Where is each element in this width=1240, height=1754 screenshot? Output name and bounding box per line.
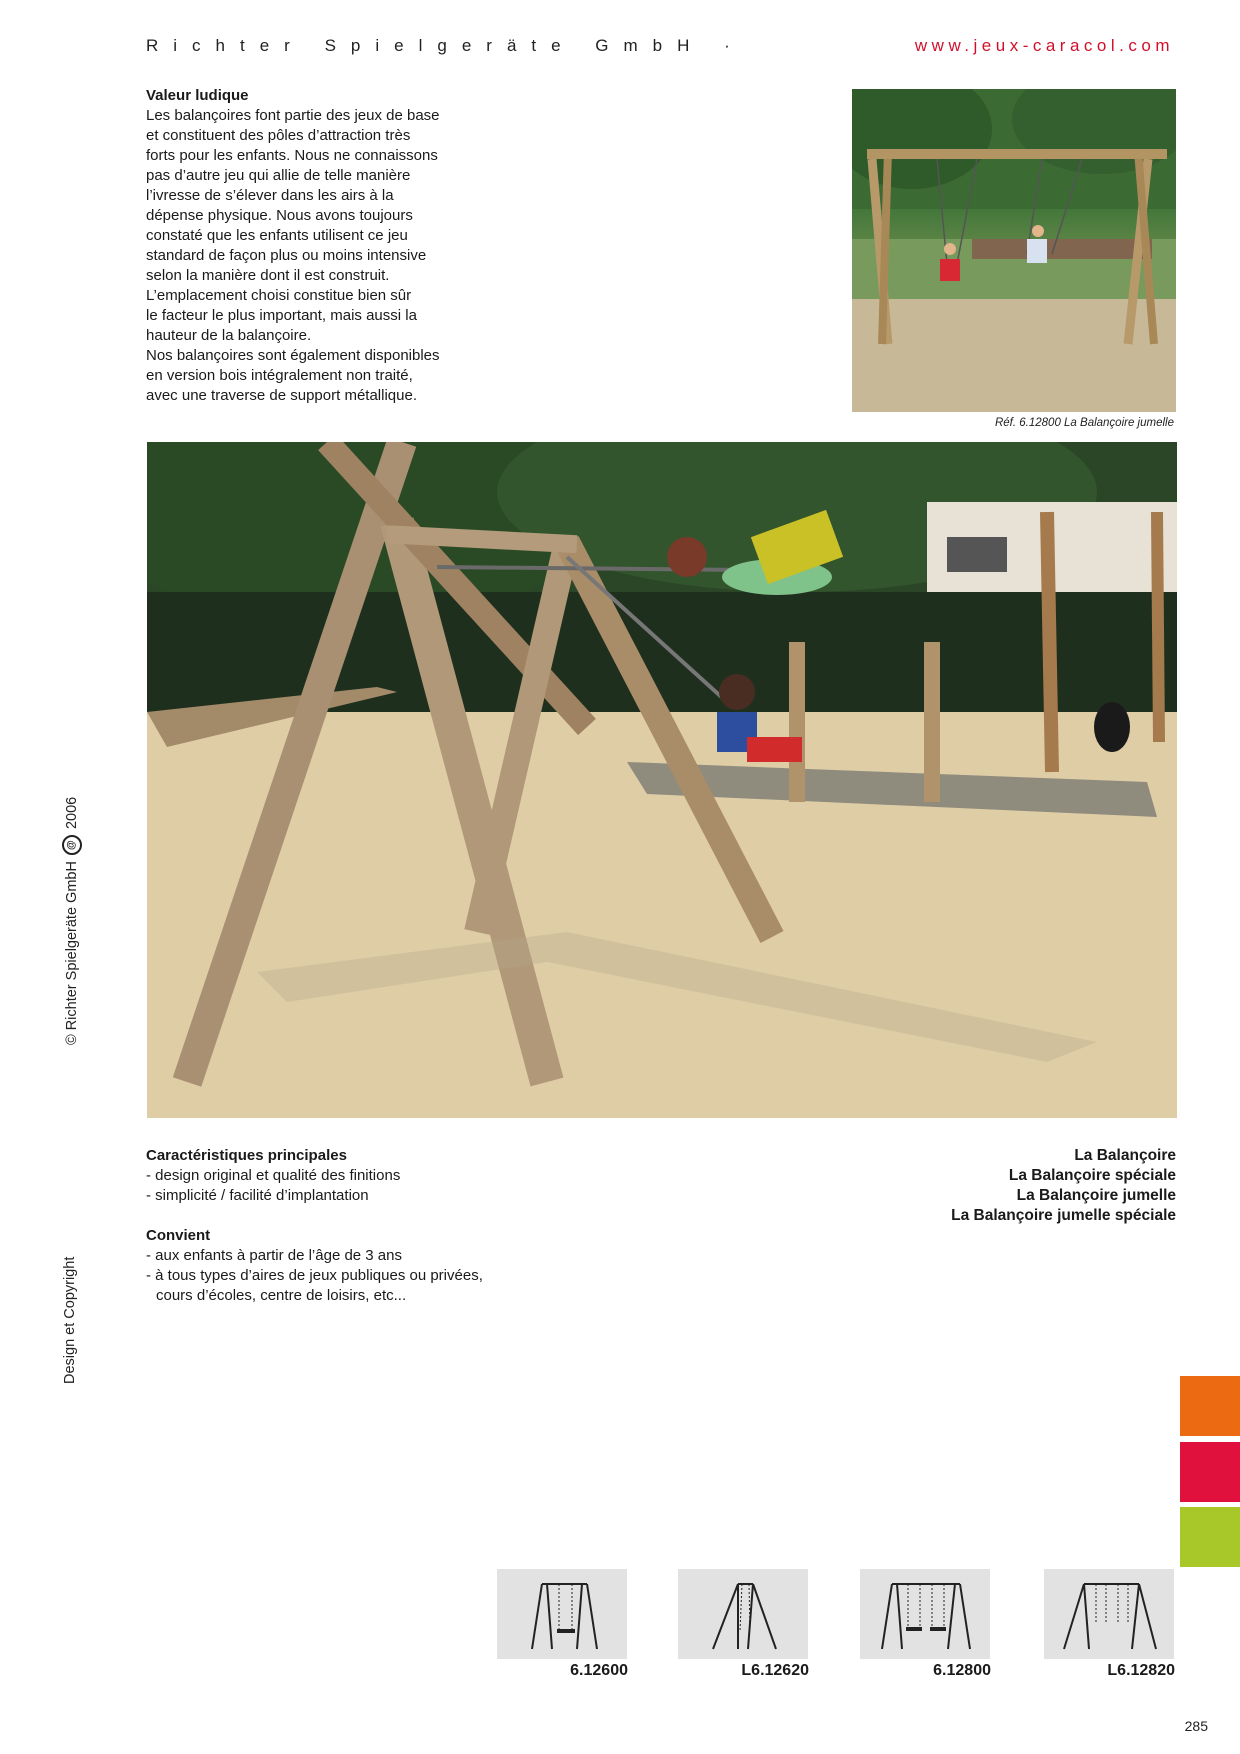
copyright-prefix: © Richter Spielgeräte GmbH [63, 861, 80, 1045]
thumbnail-ref: L6.12620 [741, 1662, 809, 1679]
suitable-item: - aux enfants à partir de l’âge de 3 ans [146, 1247, 402, 1264]
header-company: Richter Spielgeräte GmbH · [146, 36, 745, 55]
suitable-item: - à tous types d’aires de jeux publiques ou privées, cours d’écoles, centre de loisirs, etc... [146, 1267, 483, 1304]
features-item: - design original et qualité des finitions [146, 1167, 401, 1184]
header-url[interactable]: www.jeux-caracol.com [914, 36, 1174, 55]
intro-text: Les balançoires font partie des jeux de base et constituent des pôles d’attraction très forts pour les enfants. Nous ne connaissons pas d’autre jeu qui allie de telle manière l’ivresse de s’élever dans les airs à la dépense physique. Nous avons toujours constaté que les enfants utilisent ce jeu standard de façon plus ou moins intensive selon la manière dont il est construit. L’emplacement choisi constitue bien sûr le facteur le plus important, mais aussi la hauteur de la balançoire. Nos balançoires sont également disponibles en version bois intégralement non traité, avec une traverse de support métallique. [146, 107, 440, 404]
photo-swing-playground [147, 442, 1177, 1118]
thumbnail-ref: 6.12800 [933, 1662, 991, 1679]
features-item: - simplicité / facilité d’implantation [146, 1187, 369, 1204]
color-tab-red[interactable] [1180, 1442, 1240, 1502]
copyright-year: 2006 [63, 796, 80, 830]
design-copyright-label: Design et Copyright [62, 1256, 78, 1384]
features-heading: Caractéristiques principales [146, 1147, 347, 1164]
color-tab-green[interactable] [1180, 1507, 1240, 1567]
intro-section [146, 86, 486, 406]
thumbnail-ref: 6.12600 [570, 1662, 628, 1679]
thumbnail-swing-special[interactable] [678, 1569, 808, 1659]
suitable-heading: Convient [146, 1227, 211, 1244]
thumbnail-swing-twin[interactable] [860, 1569, 990, 1659]
photo-caption: Réf. 6.12800 La Balançoire jumelle [994, 417, 1174, 429]
product-name: La Balançoire spéciale [1008, 1167, 1176, 1184]
caracol-logo-icon: @ [62, 835, 82, 855]
product-name: La Balançoire [1074, 1147, 1176, 1164]
copyright-notice [62, 797, 82, 1045]
features-section [146, 1146, 506, 1206]
thumbnail-ref: L6.12820 [1107, 1662, 1175, 1679]
product-name: La Balançoire jumelle spéciale [951, 1207, 1176, 1224]
product-list [951, 1146, 1176, 1226]
intro-heading: Valeur ludique [146, 87, 249, 104]
product-name: La Balançoire jumelle [1016, 1187, 1176, 1204]
suitable-section [146, 1226, 486, 1306]
thumbnail-swing-twin-special[interactable] [1044, 1569, 1174, 1659]
page-number: 285 [1184, 1718, 1208, 1734]
thumbnail-swing-single[interactable] [497, 1569, 627, 1659]
color-tab-orange[interactable] [1180, 1376, 1240, 1436]
photo-twin-swing [852, 89, 1176, 412]
